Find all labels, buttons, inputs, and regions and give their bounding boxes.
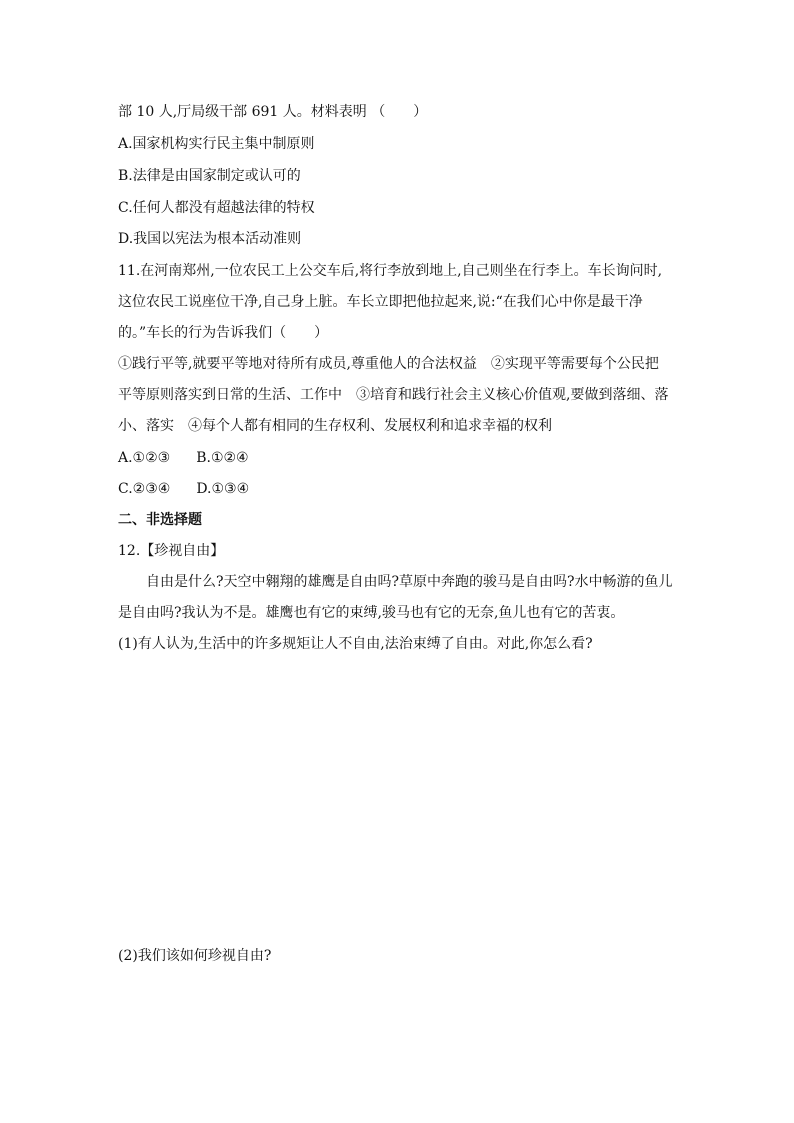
- q11-stem-line: 的。”车长的行为告诉我们（ ）: [118, 325, 329, 341]
- q11-option-c: C.②③④: [118, 481, 171, 497]
- q11-stem-line: 11.在河南郑州,一位农民工上公交车后,将行李放到地上,自己则坐在行李上。车长询问时,: [118, 263, 663, 279]
- q11-statement-line: 平等原则落实到日常的生活、工作中 ③培育和践行社会主义核心价值观,要做到落细、落: [118, 387, 669, 403]
- q12-passage-line: 是自由吗?我认为不是。雄鹰也有它的束缚,骏马也有它的无奈,鱼儿也有它的苦衷。: [118, 605, 625, 621]
- q10-stem-continuation: 部 10 人,厅局级干部 691 人。材料表明 （ ）: [118, 104, 428, 120]
- q12-title: 12.【珍视自由】: [118, 543, 225, 559]
- q10-option-d: D.我国以宪法为根本活动准则: [118, 231, 302, 247]
- q11-options-row: [118, 479, 249, 499]
- q11-option-b: B.①②④: [196, 450, 249, 466]
- q10-option-a: A.国家机构实行民主集中制原则: [118, 136, 315, 152]
- q11-stem-line: 这位农民工说座位干净,自己身上脏。车长立即把他拉起来,说:“在我们心中你是最干净: [118, 294, 643, 310]
- q12-subquestion-2: (2)我们该如何珍视自由?: [118, 948, 272, 964]
- section-heading: 二、非选择题: [118, 512, 202, 528]
- q11-option-a: A.①②③: [118, 450, 171, 466]
- q12-passage-line: 自由是什么?天空中翱翔的雄鹰是自由吗?草原中奔跑的骏马是自由吗?水中畅游的鱼儿: [146, 574, 673, 590]
- q11-options-row: [118, 448, 249, 468]
- q11-option-d: D.①③④: [196, 481, 250, 497]
- q12-subquestion-1: (1)有人认为,生活中的许多规矩让人不自由,法治束缚了自由。对此,你怎么看?: [118, 636, 593, 652]
- q11-statement-line: ①践行平等,就要平等地对待所有成员,尊重他人的合法权益 ②实现平等需要每个公民把: [118, 356, 659, 372]
- q11-statement-line: 小、落实 ④每个人都有相同的生存权利、发展权利和追求幸福的权利: [118, 418, 552, 434]
- q10-option-c: C.任何人都没有超越法律的特权: [118, 200, 315, 216]
- q10-option-b: B.法律是由国家制定或认可的: [118, 168, 301, 184]
